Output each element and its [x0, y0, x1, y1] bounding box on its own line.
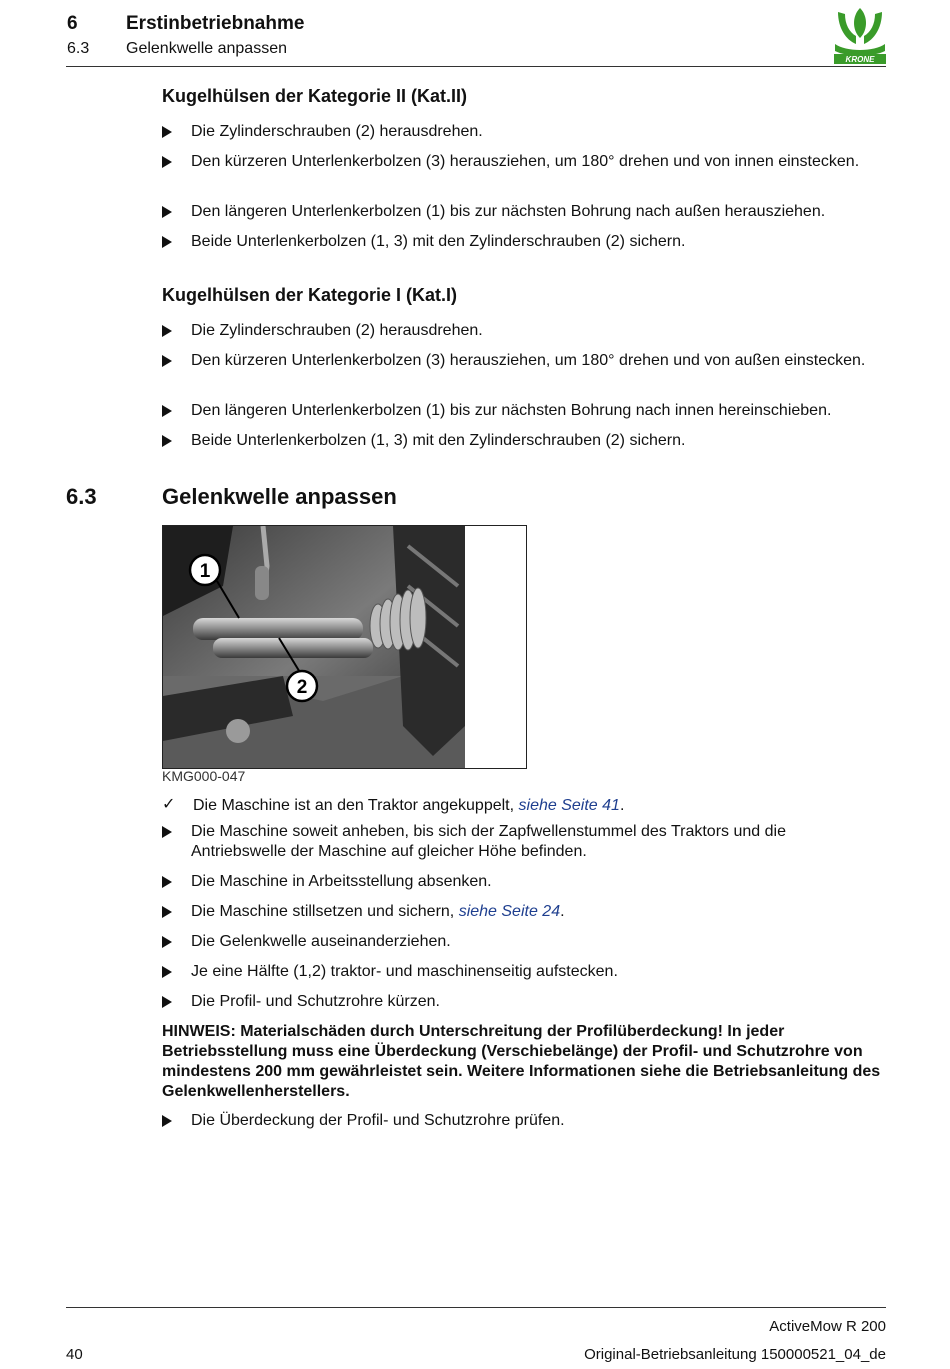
bullet-arrow-icon	[162, 206, 172, 218]
kat2-step-1: Die Zylinderschrauben (2) herausdrehen.	[162, 122, 882, 142]
kat1-step-4: Beide Unterlenkerbolzen (1, 3) mit den Zylinderschrauben (2) sichern.	[162, 431, 882, 451]
chapter-number: 6	[67, 13, 78, 34]
section-number: 6.3	[67, 40, 90, 57]
kat2-step-4: Beide Unterlenkerbolzen (1, 3) mit den Zylinderschrauben (2) sichern.	[162, 232, 882, 252]
footer-divider	[66, 1307, 886, 1308]
bullet-arrow-icon	[162, 826, 172, 838]
kat1-heading: Kugelhülsen der Kategorie I (Kat.I)	[162, 285, 458, 305]
kat2-heading: Kugelhülsen der Kategorie II (Kat.II)	[162, 86, 468, 106]
bullet-arrow-icon	[162, 156, 172, 168]
step-1: Die Maschine soweit anheben, bis sich der Zapfwellenstummel des Traktors und die Antriebswelle der Maschine auf gleicher Höhe befinden.	[162, 822, 882, 862]
kat2-step-3: Den längeren Unterlenkerbolzen (1) bis zur nächsten Bohrung nach außen herausziehen.	[162, 202, 882, 222]
section-heading-number: 6.3	[66, 484, 97, 509]
page-link-41[interactable]: siehe Seite 41	[518, 797, 620, 814]
step-3: Die Maschine stillsetzen und sichern, siehe Seite 24.	[162, 902, 882, 922]
krone-logo	[832, 6, 888, 64]
figure-caption: KMG000-047	[162, 768, 246, 784]
kat1-step-2: Den kürzeren Unterlenkerbolzen (3) herausziehen, um 180° drehen und von außen einstecken.	[162, 351, 882, 371]
bullet-arrow-icon	[162, 996, 172, 1008]
bullet-arrow-icon	[162, 435, 172, 447]
bullet-arrow-icon	[162, 966, 172, 978]
bullet-arrow-icon	[162, 236, 172, 248]
step-5: Je eine Hälfte (1,2) traktor- und maschinenseitig aufstecken.	[162, 962, 882, 982]
page-number: 40	[66, 1346, 83, 1363]
page-link-24[interactable]: siehe Seite 24	[458, 903, 561, 920]
check-icon: ✓	[162, 796, 176, 813]
bullet-arrow-icon	[162, 355, 172, 367]
pto-shaft-photo	[162, 525, 527, 769]
chapter-title: Erstinbetriebnahme	[126, 13, 305, 34]
product-name: ActiveMow R 200	[769, 1318, 886, 1335]
kat1-step-1: Die Zylinderschrauben (2) herausdrehen.	[162, 321, 882, 341]
bullet-arrow-icon	[162, 936, 172, 948]
svg-text:KRONE: KRONE	[845, 55, 875, 64]
section-heading-title: Gelenkwelle anpassen	[162, 484, 397, 509]
bullet-arrow-icon	[162, 405, 172, 417]
notice-text: HINWEIS: Materialschäden durch Unterschreitung der Profilüberdeckung! In jeder Betriebsstellung muss eine Überdeckung (Verschiebelänge) der Profil- und Schutzrohre von mindestens 200 mm gewährleistet sein. Weitere Informationen siehe die Betriebsanleitung des Gelenkwellenherstellers.	[162, 1023, 881, 1100]
step-7: Die Überdeckung der Profil- und Schutzrohre prüfen.	[162, 1111, 882, 1131]
section-title: Gelenkwelle anpassen	[126, 40, 287, 57]
document-id: Original-Betriebsanleitung 150000521_04_de	[584, 1346, 886, 1363]
callout-2: 2	[296, 677, 308, 698]
bullet-arrow-icon	[162, 325, 172, 337]
callout-1: 1	[199, 561, 211, 582]
precondition: ✓ Die Maschine ist an den Traktor angekuppelt, siehe Seite 41.	[162, 796, 625, 814]
header-divider	[66, 66, 886, 67]
step-2: Die Maschine in Arbeitsstellung absenken.	[162, 872, 882, 892]
bullet-arrow-icon	[162, 876, 172, 888]
bullet-arrow-icon	[162, 906, 172, 918]
step-6: Die Profil- und Schutzrohre kürzen.	[162, 992, 882, 1012]
kat2-step-2: Den kürzeren Unterlenkerbolzen (3) herausziehen, um 180° drehen und von innen einstecken.	[162, 152, 882, 172]
kat1-step-3: Den längeren Unterlenkerbolzen (1) bis zur nächsten Bohrung nach innen hereinschieben.	[162, 401, 882, 421]
bullet-arrow-icon	[162, 126, 172, 138]
step-4: Die Gelenkwelle auseinanderziehen.	[162, 932, 882, 952]
bullet-arrow-icon	[162, 1115, 172, 1127]
